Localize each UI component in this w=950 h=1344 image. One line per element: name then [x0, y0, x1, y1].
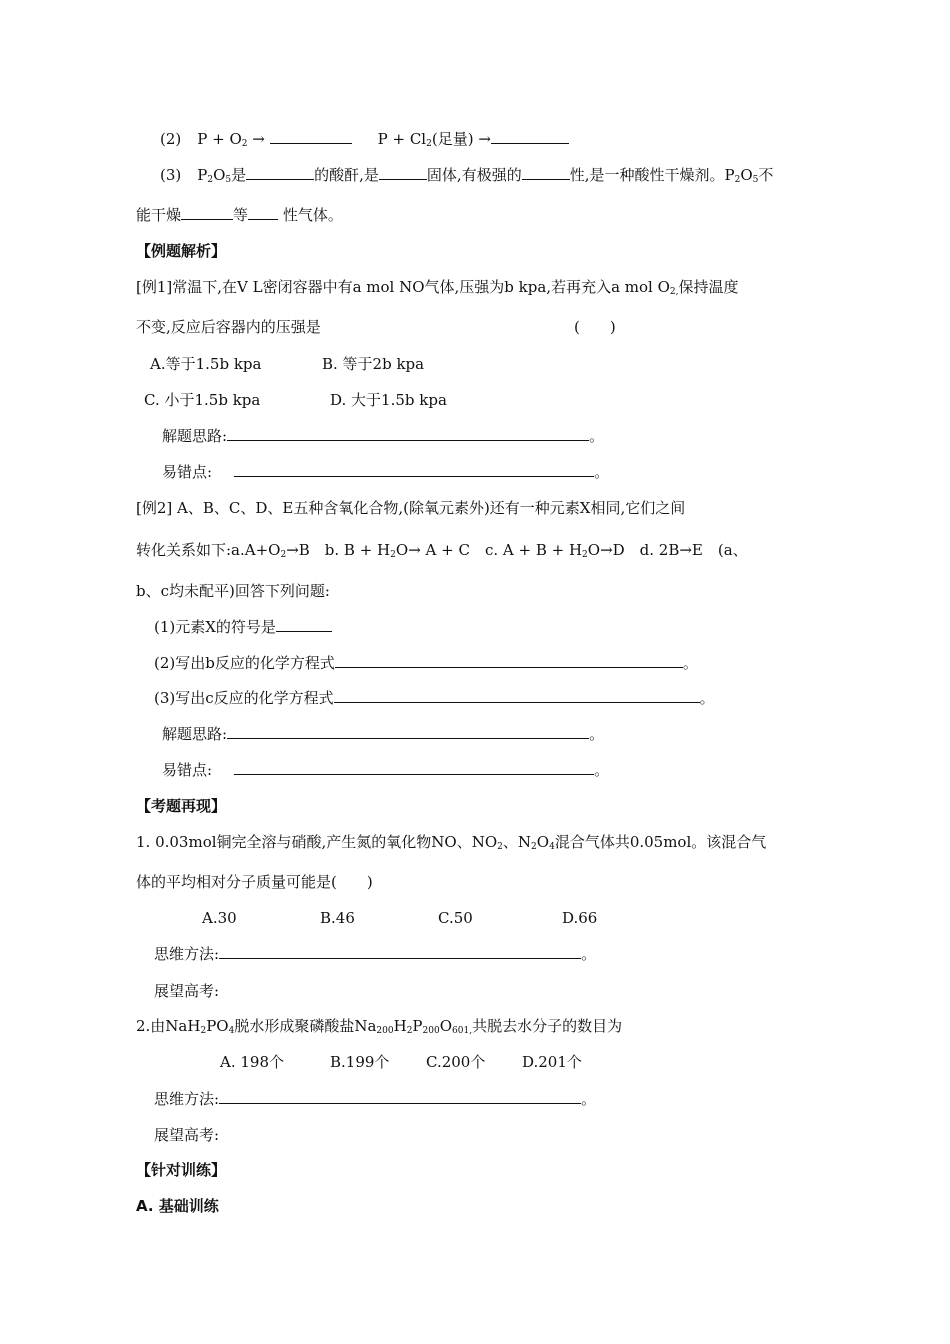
subscript: 601,	[452, 1026, 473, 1036]
question-3-line-2	[136, 205, 343, 225]
text: 。	[682, 654, 698, 672]
label: 思维方法:	[154, 945, 220, 963]
text: 。	[699, 689, 715, 707]
text: 能干燥	[136, 206, 182, 224]
text: O	[213, 166, 226, 184]
answer-blank[interactable]	[219, 1089, 581, 1104]
text: P	[197, 166, 208, 184]
subscript: 4	[228, 1026, 235, 1036]
option-d: D.201个	[522, 1053, 582, 1071]
subscript: 2	[497, 842, 503, 852]
answer-blank[interactable]	[227, 724, 589, 739]
text: 性气体。	[282, 206, 343, 224]
answer-blank[interactable]	[334, 688, 700, 703]
method-row	[154, 1089, 596, 1109]
label: 易错点:	[162, 463, 213, 481]
option-b: B.46	[320, 909, 355, 927]
item-number: (2)	[160, 130, 182, 148]
text: 共脱去水分子的数目为	[472, 1017, 623, 1035]
label: 解题思路:	[162, 725, 228, 743]
text: 不	[758, 166, 774, 184]
answer-blank[interactable]	[270, 129, 352, 144]
arrow-icon: →	[478, 130, 491, 148]
text: (2)写出b反应的化学方程式	[154, 654, 335, 672]
text: [例1]常温下,在V L密闭容器中有a mol NO气体,压强为b kpa,若再充入a mol O	[136, 278, 670, 296]
subscript: 2,	[669, 287, 679, 297]
text: O	[740, 166, 753, 184]
text: 。	[581, 945, 597, 963]
example-1-line-1	[136, 277, 739, 297]
text: 转化关系如下:a.A+O	[136, 541, 281, 559]
subscript: 2	[426, 139, 432, 149]
text: 固体,有极强的	[426, 166, 522, 184]
example-2-line-1: [例2] A、B、C、D、E五种含氧化合物,(除氧元素外)还有一种元素X相同,它们之间	[136, 499, 686, 517]
answer-blank[interactable]	[234, 760, 594, 775]
subscript: 5	[752, 175, 759, 185]
method-row	[154, 944, 596, 964]
answer-blank[interactable]	[234, 462, 594, 477]
subscript: 2	[207, 175, 214, 185]
text: (3)写出c反应的化学方程式	[154, 689, 334, 707]
text: (足量)	[431, 130, 474, 148]
section-heading-examples: 【例题解析】	[136, 242, 227, 260]
text: 。	[594, 463, 610, 481]
text: P + O	[197, 130, 242, 148]
text: O	[536, 833, 550, 851]
example-2-line-3: b、c均未配平)回答下列问题:	[136, 582, 330, 600]
subscript: 5	[225, 175, 232, 185]
section-heading-exam: 【考题再现】	[136, 797, 227, 815]
text: 性,是一种酸性干燥剂。P	[569, 166, 735, 184]
answer-blank[interactable]	[522, 165, 570, 180]
text: 、N	[502, 833, 532, 851]
text: 1. 0.03mol铜完全溶与硝酸,产生氮的氧化物NO、NO	[136, 833, 498, 851]
text: P + Cl	[377, 130, 427, 148]
arrow-icon: →	[252, 130, 265, 148]
answer-blank[interactable]	[227, 426, 589, 441]
text: 保持温度	[678, 278, 739, 296]
text: P	[412, 1017, 423, 1035]
pitfall-row	[162, 462, 609, 482]
subscript: 200	[422, 1026, 440, 1036]
question-2-line	[160, 129, 569, 149]
label: 易错点:	[162, 761, 213, 779]
text: 2.由NaH	[136, 1017, 201, 1035]
subscript: 2	[241, 139, 248, 149]
option-b: B. 等于2b kpa	[322, 355, 425, 373]
subscript: 2	[390, 550, 396, 560]
option-d: D. 大于1.5b kpa	[330, 391, 447, 409]
subsection-heading-basic: A. 基础训练	[136, 1197, 219, 1215]
text: 的酸酐,是	[314, 166, 379, 184]
option-a: A.等于1.5b kpa	[150, 355, 262, 373]
option-a: A. 198个	[220, 1053, 284, 1071]
answer-blank[interactable]	[246, 165, 314, 180]
solution-idea-row	[162, 426, 604, 446]
option-b: B.199个	[330, 1053, 390, 1071]
question-3-line	[160, 165, 773, 185]
text: 。	[581, 1090, 597, 1108]
text: (1)元素X的符号是	[154, 618, 276, 636]
text: 等	[233, 206, 249, 224]
text: 。	[589, 725, 605, 743]
answer-blank[interactable]	[248, 205, 278, 220]
text: O→D d. 2B→E (a、	[587, 541, 748, 559]
answer-blank[interactable]	[181, 205, 233, 220]
label: 解题思路:	[162, 427, 228, 445]
subscript: 2	[531, 842, 537, 852]
pitfall-row	[162, 760, 609, 780]
text: PO	[206, 1017, 229, 1035]
outlook-label: 展望高考:	[154, 982, 220, 1000]
problem-2-line-1	[136, 1016, 622, 1036]
answer-blank[interactable]	[491, 129, 569, 144]
label: 思维方法:	[154, 1090, 220, 1108]
subscript: 2	[280, 550, 287, 560]
subscript: 2	[200, 1026, 207, 1036]
outlook-label: 展望高考:	[154, 1126, 220, 1144]
solution-idea-row	[162, 724, 604, 744]
answer-blank[interactable]	[335, 653, 683, 668]
option-a: A.30	[202, 909, 237, 927]
answer-blank[interactable]	[379, 165, 427, 180]
text: 混合气体共0.05mol。该混合气	[554, 833, 767, 851]
text: 是	[231, 166, 247, 184]
problem-1-line-2: 体的平均相对分子质量可能是( )	[136, 873, 373, 891]
sub-question-2	[154, 653, 698, 673]
sub-question-3	[154, 688, 715, 708]
item-number: (3)	[160, 166, 182, 184]
option-c: C.50	[438, 909, 473, 927]
text: O→ A + C c. A + B + H	[395, 541, 583, 559]
text: 。	[589, 427, 605, 445]
text: 脱水形成聚磷酸盐Na	[234, 1017, 377, 1035]
answer-blank[interactable]	[219, 944, 581, 959]
example-2-line-2	[136, 540, 748, 560]
problem-1-line-1	[136, 832, 766, 852]
section-heading-training: 【针对训练】	[136, 1161, 227, 1179]
answer-paren: ( )	[574, 318, 616, 336]
subscript: 2	[406, 1026, 413, 1036]
text: H	[393, 1017, 407, 1035]
text: →B b. B + H	[286, 541, 391, 559]
sub-question-1	[154, 617, 332, 637]
option-c: C.200个	[426, 1053, 486, 1071]
option-c: C. 小于1.5b kpa	[144, 391, 261, 409]
text: O	[439, 1017, 453, 1035]
subscript: 200	[376, 1026, 394, 1036]
subscript: 2	[734, 175, 741, 185]
subscript: 2	[582, 550, 588, 560]
subscript: 4	[549, 842, 555, 852]
option-d: D.66	[562, 909, 598, 927]
example-1-line-2: 不变,反应后容器内的压强是	[136, 318, 321, 336]
text: 。	[594, 761, 610, 779]
answer-blank[interactable]	[276, 617, 332, 632]
